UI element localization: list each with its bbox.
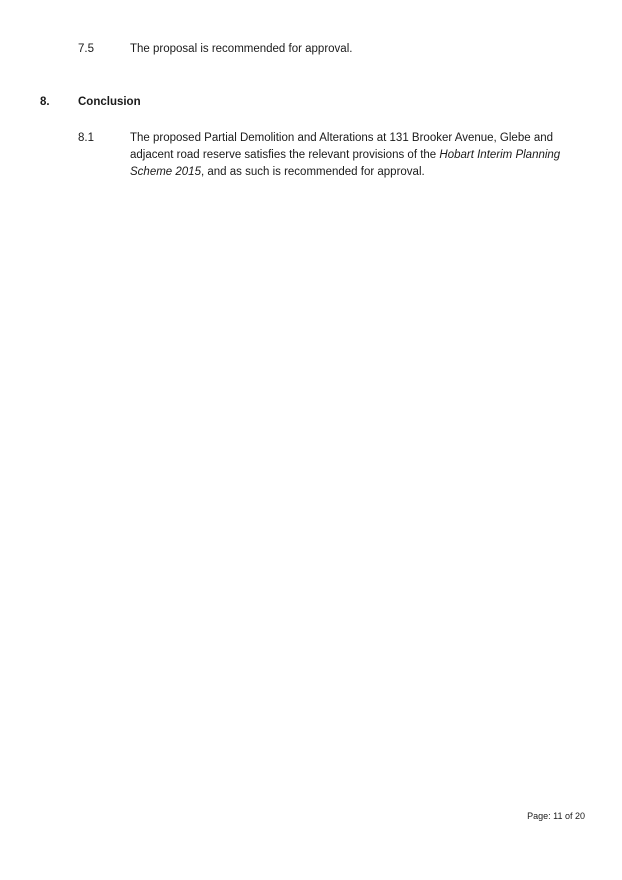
clause-7-5-number: 7.5 bbox=[78, 43, 94, 55]
clause-8-1-text-run-3: , and as such is recommended for approval. bbox=[200, 166, 425, 178]
clause-8-1-text-run-1: The proposed Partial Demolition and Alterations at 131 Brooker Avenue, Glebe and adjacent road reserve satisfies the relevant provisions of the bbox=[130, 132, 554, 161]
footer-page-indicator: Page: 11 of 20 bbox=[527, 811, 585, 821]
clause-7-5-text: The proposal is recommended for approval. bbox=[130, 43, 353, 55]
clause-8-1-paragraph bbox=[130, 130, 562, 181]
clause-8-1 bbox=[78, 130, 562, 181]
planning-scheme-italic-title: Hobart Interim Planning Scheme 2015 bbox=[130, 149, 561, 178]
section-8-title: Conclusion bbox=[78, 96, 141, 108]
clause-8-1-number: 8.1 bbox=[78, 132, 94, 144]
section-8-number: 8. bbox=[40, 96, 50, 108]
clause-7-5 bbox=[78, 41, 352, 58]
section-8-heading bbox=[40, 94, 141, 111]
